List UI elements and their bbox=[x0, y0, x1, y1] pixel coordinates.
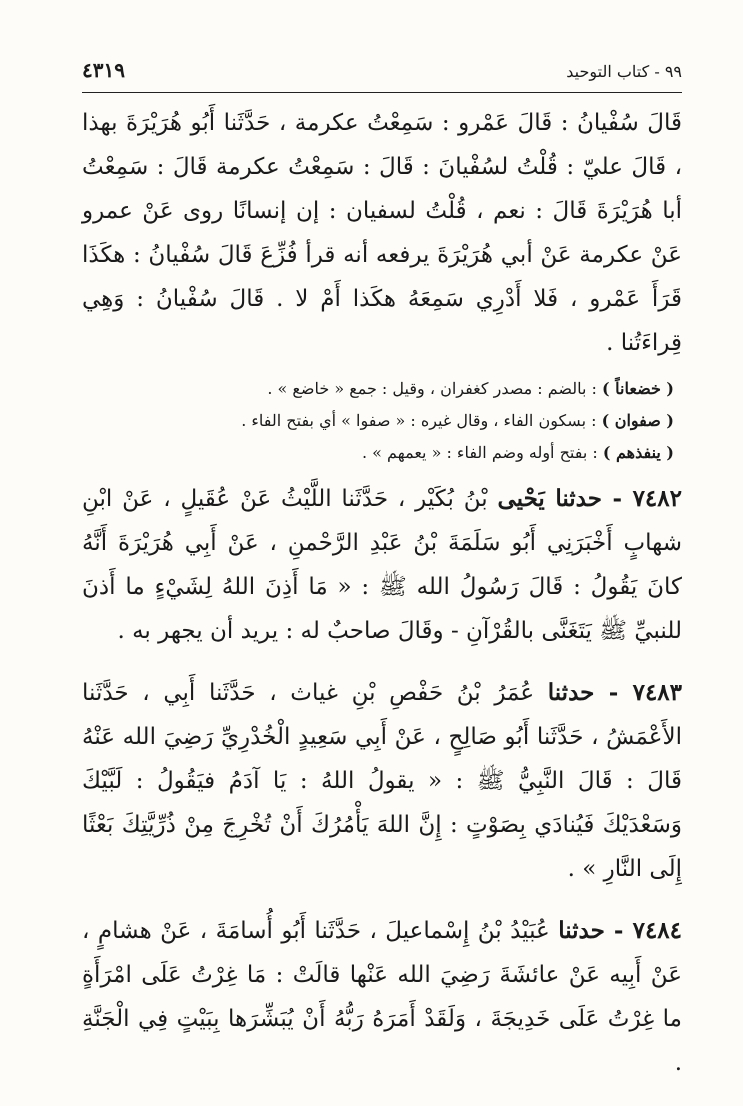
chapter-title: ٩٩ - كتاب التوحيد bbox=[566, 62, 682, 81]
footnote-text: : بسكون الفاء ، وقال غيره : « صفوا » أي بفتح الفاء . bbox=[241, 411, 602, 430]
footnote-term: ( صفوان ) bbox=[601, 411, 674, 430]
page-number: ٤٣١٩ bbox=[82, 58, 125, 82]
footnote-text: : بالضم : مصدر كغفران ، وقيل : جمع « خاضع » . bbox=[267, 379, 603, 398]
hadith-text: عُبَيْدُ بْنُ إِسْماعيلَ ، حَدَّثَنا أَبُو أُسامَةَ ، عَنْ هشامٍ ، عَنْ أَبِيه عَنْ عائشَةَ رَضِيَ الله عَنْها قالَتْ : مَا غِرْتُ عَلَى امْرَأَةٍ ما غِرْتُ عَلَى خَدِيجَةَ ، وَلَقَدْ أَمَرَهُ رَبُّهُ أَنْ يُبَشِّرَها بِبَيْتٍ فِي الْجَنَّةِ . bbox=[82, 918, 682, 1076]
footnote-term: ( ينفذهم ) bbox=[602, 443, 674, 462]
hadith-7482 bbox=[82, 477, 682, 653]
notes-block bbox=[82, 373, 682, 469]
intro-paragraph: قَالَ سُفْيانُ : قَالَ عَمْرو : سَمِعْتُ عكرمة ، حَدَّثَنا أَبُو هُرَيْرَةَ بهذا ، قَالَ عليّ : قُلْتُ لسُفْيانَ : قَالَ : سَمِعْتُ عكرمة قَالَ : سَمِعْتُ أبا هُرَيْرَةَ قَالَ : نعم ، قُلْتُ لسفيان : إن إنسانًا روى عَنْ عمرو عَنْ عكرمة عَنْ أبي هُرَيْرَةَ يرفعه أنه قرأ فُزِّعَ قَالَ سُفْيانُ : هكَذَا قَرَأَ عَمْرو ، فَلا أَدْرِي سَمِعَهُ هكَذا أَمْ لا . قَالَ سُفْيانُ : وَهِي قِراءَتُنا . bbox=[82, 110, 682, 356]
intro-block bbox=[82, 101, 682, 365]
hadith-7483 bbox=[82, 671, 682, 891]
hadith-heading: ٧٤٨٢ - حدثنا يَحْيى bbox=[497, 485, 682, 512]
footnote-term: ( خضعاناً ) bbox=[602, 379, 674, 398]
footnote-1 bbox=[82, 373, 682, 405]
hadith-text: بْنُ بُكَيْر ، حَدَّثَنا اللَّيْثُ عَنْ عُقَيلٍ ، عَنْ ابْنِ شهابٍ أَخْبَرَنِي أَبُو سَلَمَةَ بْنُ عَبْدِ الرَّحْمنِ ، عَنْ أَبِي هُرَيْرَةَ أَنَّهُ كانَ يَقُولُ : قَالَ رَسُولُ الله ﷺ : « مَا أَذِنَ اللهُ لِشَيْءٍ ما أَذنَ للنبيِّ ﷺ يَتَغَنَّى بالقُرْآنِ - وقَالَ صاحبٌ له : يريد أن يجهر به . bbox=[82, 486, 682, 644]
hadith-text: عُمَرُ بْنُ حَفْصِ بْنِ غياث ، حَدَّثَنا أَبِي ، حَدَّثَنا الأَعْمَشُ ، حَدَّثَنا أَبُو صَالِحٍ ، عَنْ أَبِي سَعِيدٍ الْخُدْرِيِّ رَضِيَ الله عَنْهُ قَالَ : قَالَ النَّبِيُّ ﷺ : « يقولُ اللهُ : يَا آدَمُ فيَقُولُ : لَبَّيْكَ وَسَعْدَيْكَ فَيُنادَي بِصَوْتٍ : إِنَّ اللهَ يَأْمُرُكَ أَنْ تُخْرِجَ مِنْ ذُرِّيَّتِكَ بَعْثًا إِلَى النَّارِ » . bbox=[82, 680, 682, 882]
footnote-3 bbox=[82, 437, 682, 469]
hadith-heading: ٧٤٨٤ - حدثنا bbox=[558, 917, 683, 944]
footnote-text: : بفتح أوله وضم الفاء : « يعمهم » . bbox=[362, 443, 603, 462]
hadith-7484 bbox=[82, 909, 682, 1085]
footnote-2 bbox=[82, 405, 682, 437]
page-header bbox=[82, 58, 682, 93]
document-page bbox=[82, 58, 682, 1085]
hadith-heading: ٧٤٨٣ - حدثنا bbox=[547, 679, 683, 706]
